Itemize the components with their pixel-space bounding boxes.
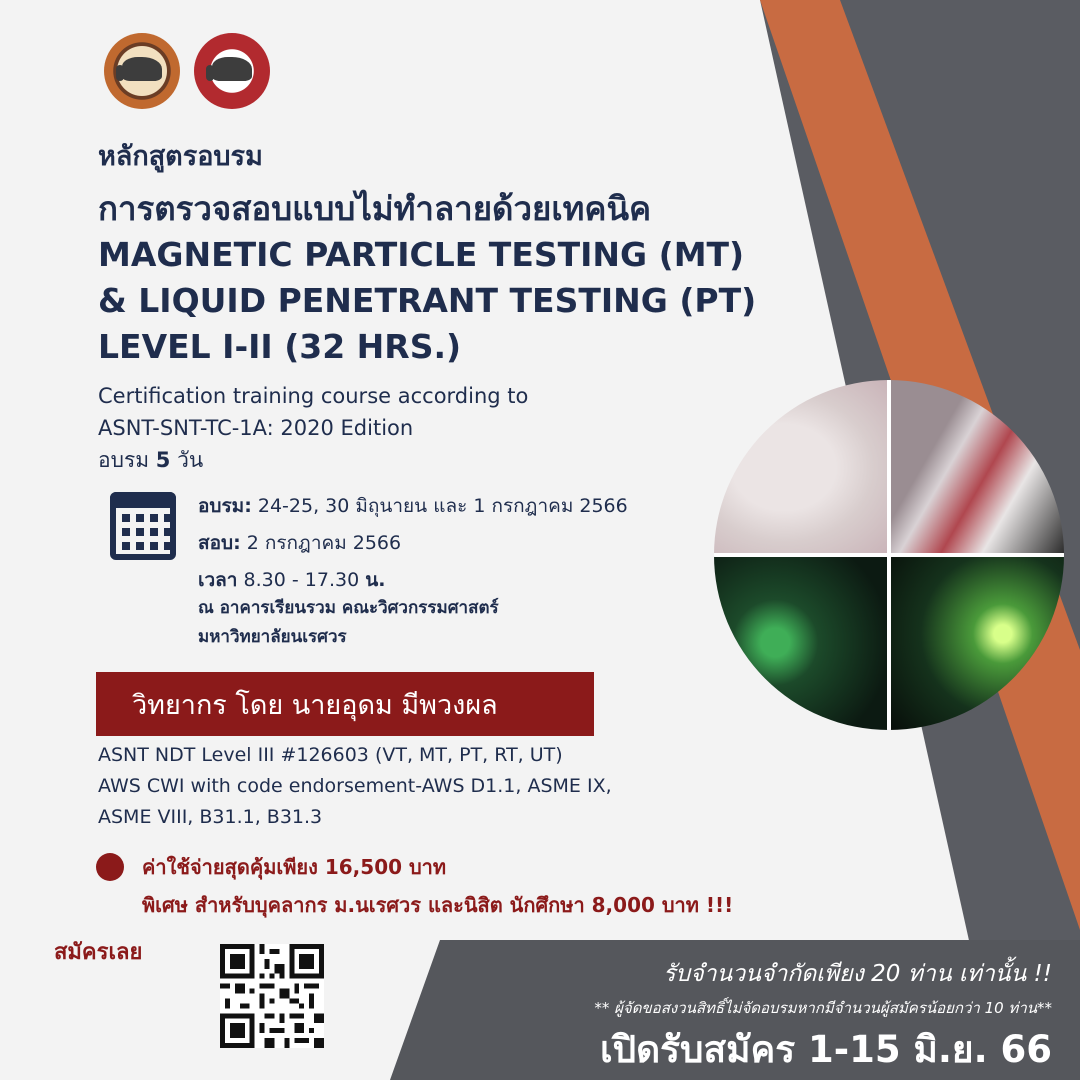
course-label: หลักสูตรอบรม (98, 141, 263, 172)
course-title-line: MAGNETIC PARTICLE TESTING (MT) (98, 235, 745, 274)
training-label: อบรม: (198, 495, 252, 517)
duration-unit: วัน (177, 448, 204, 472)
logo-row (104, 33, 270, 109)
pricing (142, 848, 733, 924)
venue-line: มหาวิทยาลัยนเรศวร (198, 627, 347, 647)
certification-info (98, 380, 528, 476)
speaker-credentials (98, 740, 612, 833)
calendar-icon (110, 492, 176, 560)
training-dates (198, 488, 628, 525)
uv-inspection-photo (889, 555, 1064, 730)
penetrant-weld-photo (714, 380, 889, 555)
time-value: 8.30 - 17.30 (243, 569, 360, 591)
duration-prefix: อบรม (98, 448, 150, 472)
exam-date (198, 525, 628, 562)
schedule (198, 488, 628, 599)
exam-label: สอบ: (198, 532, 241, 554)
duration-days: 5 (155, 448, 171, 472)
credential-line: ASME VIII, B31.1, B31.3 (98, 806, 323, 828)
price-special-line: พิเศษ สำหรับบุคลากร ม.นเรศวร และนิสิต นักศึกษา 8,000 บาท !!! (142, 893, 734, 917)
organizer-note: ** ผู้จัดขอสงวนสิทธิ์ไม่จัดอบรมหากมีจำนวนผู้สมัครน้อยกว่า 10 ท่าน** (594, 999, 1052, 1017)
training-value: 24-25, 30 มิถุนายน และ 1 กรกฎาคม 2566 (257, 495, 628, 517)
ndt-photo-collage (714, 380, 1064, 730)
time-label: เวลา (198, 569, 238, 591)
credential-line: ASNT NDT Level III #126603 (VT, MT, PT, RT, UT) (98, 744, 563, 766)
university-logo (104, 33, 180, 109)
course-title-line: & LIQUID PENETRANT TESTING (PT) (98, 281, 757, 320)
venue (198, 594, 499, 652)
inspector-photo (889, 380, 1064, 555)
qr-code[interactable] (220, 944, 324, 1048)
apply-now-label: สมัครเลย (54, 940, 143, 965)
fluorescent-mt-photo (714, 555, 889, 730)
credential-line: AWS CWI with code endorsement-AWS D1.1, ASME IX, (98, 775, 612, 797)
course-title-line: การตรวจสอบแบบไม่ทำลายด้วยเทคนิค (98, 189, 652, 228)
speaker-banner: วิทยากร โดย นายอุดม มีพวงผล (96, 672, 594, 736)
venue-line: ณ อาคารเรียนรวม คณะวิศวกรรมศาสตร์ (198, 598, 499, 618)
duration (98, 444, 528, 476)
time-unit: น. (365, 569, 386, 591)
faculty-logo (194, 33, 270, 109)
red-dot-icon (96, 853, 124, 881)
cert-line: ASNT-SNT-TC-1A: 2020 Edition (98, 416, 414, 440)
course-title-line: LEVEL I-II (32 HRS.) (98, 327, 462, 366)
exam-value: 2 กรกฎาคม 2566 (246, 532, 402, 554)
registration-period: เปิดรับสมัคร 1-15 มิ.ย. 66 (599, 1028, 1052, 1071)
seat-limit: รับจำนวนจำกัดเพียง 20 ท่าน เท่านั้น !! (663, 961, 1052, 987)
price-line: ค่าใช้จ่ายสุดคุ้มเพียง 16,500 บาท (142, 855, 447, 879)
course-title (98, 186, 756, 370)
cert-line: Certification training course according to (98, 384, 529, 408)
